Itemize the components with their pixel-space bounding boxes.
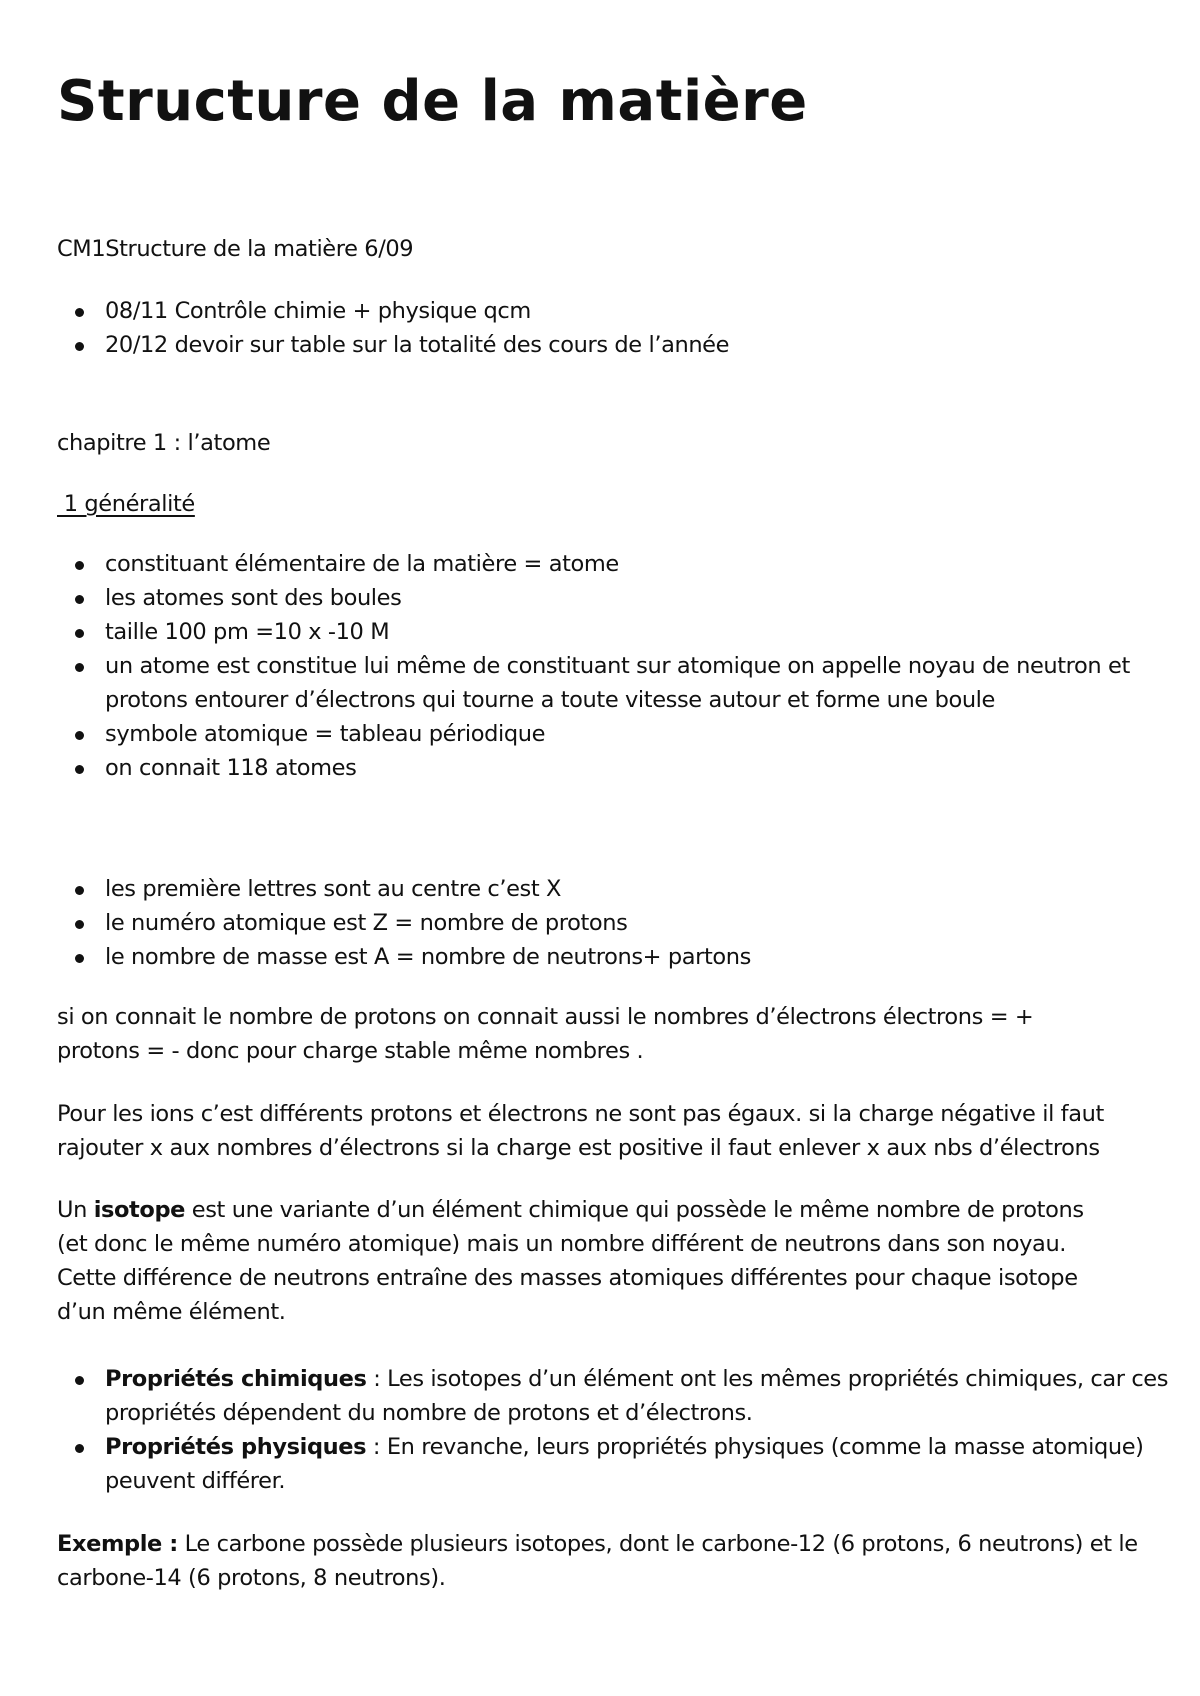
list-item: symbole atomique = tableau périodique [105,717,1195,751]
list-item: constituant élémentaire de la matière = atome [105,547,1195,581]
notation-list [57,872,1195,974]
chapter-heading: chapitre 1 : l’atome [57,430,271,456]
list-item: 20/12 devoir sur table sur la totalité des cours de l’année [105,328,1195,362]
properties-list [57,1362,1195,1498]
list-item: le nombre de masse est A = nombre de neutrons+ partons [105,940,1195,974]
section-heading-wrapper [57,487,1147,521]
schedule-list [57,294,1195,362]
list-item: 08/11 Contrôle chimie + physique qcm [105,294,1195,328]
list-item [105,1362,1195,1430]
property-label: Propriétés chimiques [105,1366,367,1392]
property-text: : En revanche, leurs propriétés physiques (comme la masse atomique) peuvent différer. [105,1434,1144,1494]
paragraph-isotope [57,1193,1117,1329]
list-item: un atome est constitue lui même de constituant sur atomique on appelle noyau de neutron et protons entourer d’électrons qui tourne a toute vitesse autour et forme une boule [105,649,1195,717]
paragraph-ions: Pour les ions c’est différents protons et électrons ne sont pas égaux. si la charge négative il faut rajouter x aux nombres d’électrons si la charge est positive il faut enlever x aux nbs d’électrons [57,1101,1104,1161]
section-heading: 1 généralité [57,491,195,517]
example-label: Exemple : [57,1531,178,1557]
example-text: Le carbone possède plusieurs isotopes, dont le carbone-12 (6 protons, 6 neutrons) et le carbone-14 (6 protons, 8 neutrons). [57,1531,1138,1591]
list-item [105,1430,1195,1498]
list-item: les atomes sont des boules [105,581,1195,615]
isotope-term: isotope [93,1197,186,1223]
property-text: : Les isotopes d’un élément ont les mêmes propriétés chimiques, car ces propriétés dépendent du nombre de protons et d’électrons. [105,1366,1169,1426]
paragraph-example [57,1527,1147,1595]
generalities-list [57,547,1195,785]
page-title: Structure de la matière [57,69,808,134]
isotope-prefix: Un [57,1197,94,1223]
list-item: le numéro atomique est Z = nombre de protons [105,906,1195,940]
paragraph-electrons: si on connait le nombre de protons on connait aussi le nombres d’électrons électrons = + protons = - donc pour charge stable même nombres . [57,1004,1034,1064]
list-item: on connait 118 atomes [105,751,1195,785]
course-subtitle: CM1Structure de la matière 6/09 [57,236,414,262]
list-item: les première lettres sont au centre c’est X [105,872,1195,906]
property-label: Propriétés physiques [105,1434,367,1460]
isotope-definition: est une variante d’un élément chimique qui possède le même nombre de protons (et donc le même numéro atomique) mais un nombre différent de neutrons dans son noyau. Cette différence de neutrons entraîne des masses atomiques différentes pour chaque isotope d’un même élément. [57,1197,1084,1325]
list-item: taille 100 pm =10 x -10 M [105,615,1195,649]
